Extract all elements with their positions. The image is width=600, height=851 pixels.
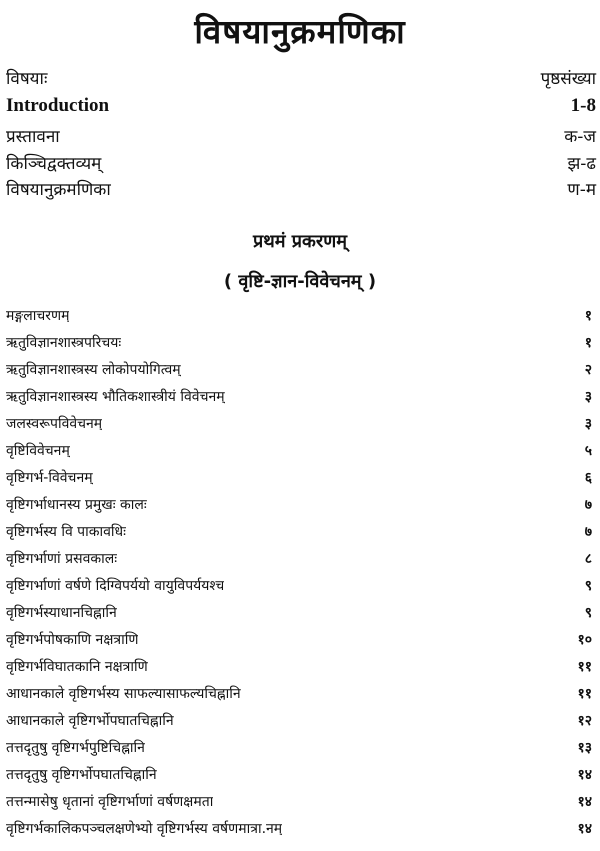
front-matter-row	[6, 177, 596, 203]
front-matter-label: विषयानुक्रमणिका	[6, 180, 111, 200]
toc-entry-label: वृष्टिगर्भाधानस्य प्रमुखः कालः	[6, 497, 147, 513]
toc-entry-page: १	[584, 308, 592, 324]
front-matter-row	[6, 95, 596, 121]
toc-entry-page: १०	[577, 632, 592, 648]
column-header-row	[6, 66, 596, 92]
toc-entry-page: ११	[577, 659, 592, 675]
toc-entry-label: ऋतुविज्ञानशास्त्रपरिचयः	[6, 335, 122, 351]
toc-entry-page: ७	[584, 497, 592, 513]
toc-entry-page: २	[584, 362, 592, 378]
toc-entry	[6, 816, 600, 843]
toc-entry-page: १४	[577, 821, 592, 837]
section-title: प्रथमं प्रकरणम्	[253, 231, 347, 252]
page-column-label: पृष्ठसंख्या	[540, 69, 596, 89]
toc-entry-label: ऋतुविज्ञानशास्त्रस्य लोकोपयोगित्वम्	[6, 362, 181, 378]
toc-entry	[6, 519, 600, 546]
toc-entry	[6, 492, 600, 519]
toc-entry	[6, 357, 600, 384]
toc-entry-label: आधानकाले वृष्टिगर्भस्य साफल्यासाफल्यचिह्नानि	[6, 686, 241, 702]
toc-entry-label: वृष्टिगर्भाणां वर्षणे दिग्विपर्ययो वायुविपर्ययश्च	[6, 578, 225, 594]
toc-entry-label: ऋतुविज्ञानशास्त्रस्य भौतिकशास्त्रीयं विवेचनम्	[6, 389, 225, 405]
front-matter-pages: क-ज	[564, 127, 596, 147]
toc-entry-page: १३	[577, 740, 592, 756]
toc-entry-page: ७	[584, 524, 592, 540]
front-matter-pages: 1-8	[570, 95, 596, 116]
toc-entry-label: वृष्टिगर्भकालिकपञ्चलक्षणेभ्यो वृष्टिगर्भस्य वर्षणमात्रा.नम्	[6, 821, 283, 837]
toc-entry	[6, 465, 600, 492]
toc-entry	[6, 627, 600, 654]
toc-entry-label: वृष्टिगर्भ-विवेचनम्	[6, 470, 93, 486]
toc-entry-page: ६	[584, 470, 592, 486]
toc-entry	[6, 411, 600, 438]
toc-entry-page: ५	[584, 443, 592, 459]
toc-entry-page: १२	[577, 713, 592, 729]
front-matter-pages: झ-ढ	[567, 154, 596, 174]
toc-entry	[6, 789, 600, 816]
toc-entry-page: ९	[584, 578, 592, 594]
subject-column-label: विषयाः	[6, 69, 48, 89]
toc-entry	[6, 384, 600, 411]
toc-entry	[6, 438, 600, 465]
toc-entry	[6, 330, 600, 357]
toc-entry-page: १४	[577, 767, 592, 783]
front-matter-label: किञ्चिद्वक्तव्यम्	[6, 154, 102, 174]
toc-entry-label: जलस्वरूपविवेचनम्	[6, 416, 103, 432]
front-matter-row	[6, 124, 596, 150]
toc-entry-label: वृष्टिगर्भस्य वि पाकावधिः	[6, 524, 126, 540]
toc-entry-page: ३	[584, 416, 592, 432]
toc-entry-page: ३	[584, 389, 592, 405]
toc-entry-label: मङ्गलाचरणम्	[6, 308, 70, 324]
toc-entry	[6, 681, 600, 708]
toc-entry-label: तत्तन्मासेषु धृतानां वृष्टिगर्भाणां वर्षणक्षमता	[6, 794, 214, 810]
toc-entry	[6, 762, 600, 789]
section-subtitle: ( वृष्टि-ज्ञान-विवेचनम् )	[223, 271, 377, 292]
toc-entry	[6, 573, 600, 600]
toc-entry-page: ११	[577, 686, 592, 702]
toc-entry-label: वृष्टिगर्भविघातकानि नक्षत्राणि	[6, 659, 148, 675]
toc-entry-label: तत्तदृतुषु वृष्टिगर्भपुष्टिचिह्नानि	[6, 740, 145, 756]
toc-entry	[6, 735, 600, 762]
toc-entries	[6, 303, 600, 851]
toc-entry-page: ८	[584, 551, 592, 567]
toc-entry-label: वृष्टिगर्भपोषकाणि नक्षत्राणि	[6, 632, 139, 648]
front-matter-row	[6, 151, 596, 177]
front-matter-label: प्रस्तावना	[6, 127, 60, 147]
toc-entry-label: वृष्टिविवेचनम्	[6, 443, 70, 459]
toc-entry-label: वृष्टिगर्भस्याधानचिह्नानि	[6, 605, 117, 621]
toc-entry	[6, 546, 600, 573]
toc-entry	[6, 654, 600, 681]
toc-entry-page: १	[584, 335, 592, 351]
front-matter-pages: ण-म	[567, 180, 596, 200]
toc-entry-page: ९	[584, 605, 592, 621]
front-matter-label: Introduction	[6, 95, 110, 116]
toc-entry-label: आधानकाले वृष्टिगर्भोपघातचिह्नानि	[6, 713, 174, 729]
toc-entry-label: तत्तदृतुषु वृष्टिगर्भोपघातचिह्नानि	[6, 767, 157, 783]
toc-entry	[6, 303, 600, 330]
toc-entry-page: १४	[577, 794, 592, 810]
page-title: विषयानुक्रमणिका	[194, 12, 406, 51]
toc-entry	[6, 708, 600, 735]
toc-entry-label: वृष्टिगर्भाणां प्रसवकालः	[6, 551, 118, 567]
toc-entry	[6, 600, 600, 627]
